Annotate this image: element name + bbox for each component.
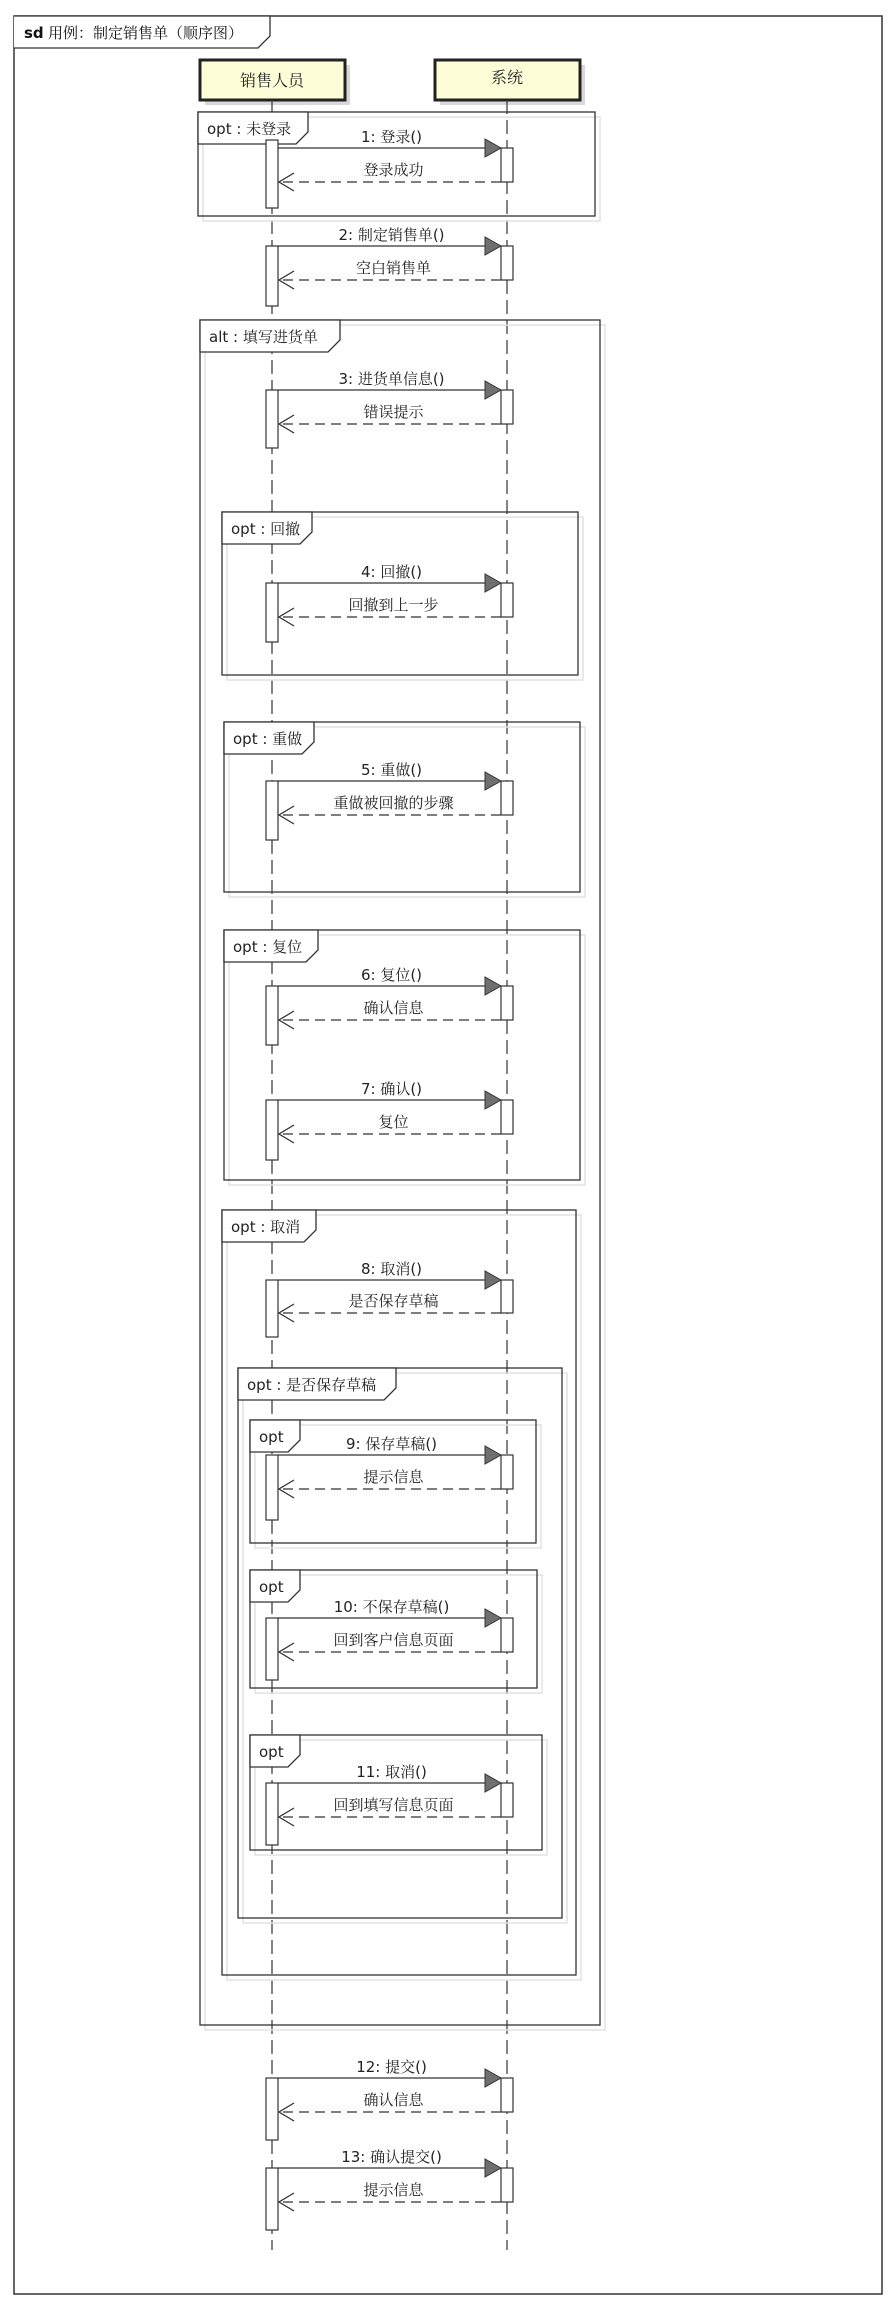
frame-label-f-reset: opt : 复位 <box>233 938 303 956</box>
call-label-9: 9: 保存草稿() <box>345 1435 438 1453</box>
reply-label-7: 复位 <box>378 1113 409 1131</box>
activation-seller-2 <box>266 246 278 306</box>
frame-label-f-opt11: opt <box>259 1743 284 1761</box>
lifeline-name-system: 系统 <box>490 68 524 87</box>
diagram-title: 用例：制定销售单（顺序图） <box>48 24 244 42</box>
reply-label-12: 确认信息 <box>363 2091 424 2109</box>
activation-system-6 <box>501 986 513 1020</box>
reply-label-5: 重做被回撤的步骤 <box>333 794 454 812</box>
call-label-1: 1: 登录() <box>360 128 423 146</box>
call-label-5: 5: 重做() <box>360 761 423 779</box>
activation-system-1 <box>501 148 513 182</box>
reply-label-3: 错误提示 <box>363 403 424 421</box>
call-label-11: 11: 取消() <box>356 1763 427 1781</box>
reply-label-2: 空白销售单 <box>355 259 432 277</box>
call-arrowhead-9 <box>485 1446 501 1464</box>
reply-label-11: 回到填写信息页面 <box>333 1796 454 1814</box>
reply-label-1: 登录成功 <box>363 161 424 179</box>
activation-system-5 <box>501 781 513 815</box>
frame-label-f-opt10: opt <box>259 1578 284 1596</box>
activation-system-7 <box>501 1100 513 1134</box>
activation-system-3 <box>501 390 513 424</box>
activation-seller-3 <box>266 390 278 448</box>
activation-system-11 <box>501 1783 513 1817</box>
reply-label-13: 提示信息 <box>363 2181 424 2199</box>
frame-label-f-redo: opt : 重做 <box>233 730 303 748</box>
activation-system-2 <box>501 246 513 280</box>
activation-seller-11 <box>266 1783 278 1845</box>
call-arrowhead-10 <box>485 1609 501 1627</box>
activation-seller-5 <box>266 781 278 840</box>
activation-seller-10 <box>266 1618 278 1680</box>
activation-system-10 <box>501 1618 513 1652</box>
call-label-13: 13: 确认提交() <box>341 2148 442 2166</box>
call-label-7: 7: 确认() <box>360 1080 423 1098</box>
activation-seller-1 <box>266 140 278 208</box>
activation-system-8 <box>501 1280 513 1313</box>
activation-system-13 <box>501 2168 513 2202</box>
activation-seller-6 <box>266 986 278 1045</box>
reply-label-10: 回到客户信息页面 <box>333 1631 454 1649</box>
call-label-6: 6: 复位() <box>360 966 423 984</box>
call-label-3: 3: 进货单信息() <box>338 370 445 388</box>
activation-seller-7 <box>266 1100 278 1160</box>
activation-seller-9 <box>266 1455 278 1520</box>
activation-seller-8 <box>266 1280 278 1337</box>
sd-frame <box>14 16 882 2294</box>
activation-system-9 <box>501 1455 513 1489</box>
call-arrowhead-1 <box>485 139 501 157</box>
call-label-4: 4: 回撤() <box>360 563 423 581</box>
activation-system-12 <box>501 2078 513 2112</box>
frame-label-f-undo: opt : 回撤 <box>231 520 301 538</box>
call-label-8: 8: 取消() <box>360 1260 423 1278</box>
sd-keyword: sd <box>24 24 44 42</box>
reply-label-9: 提示信息 <box>363 1468 424 1486</box>
frame-label-f-alt: alt : 填写进货单 <box>209 328 318 346</box>
call-label-12: 12: 提交() <box>356 2058 427 2076</box>
activation-seller-4 <box>266 583 278 642</box>
call-arrowhead-11 <box>485 1774 501 1792</box>
call-arrowhead-12 <box>485 2069 501 2087</box>
call-arrowhead-8 <box>485 1271 501 1289</box>
call-arrowhead-3 <box>485 381 501 399</box>
frame-label-f-login: opt : 未登录 <box>207 120 292 138</box>
frame-label-f-savedraft: opt : 是否保存草稿 <box>247 1376 377 1394</box>
call-arrowhead-5 <box>485 772 501 790</box>
activation-seller-13 <box>266 2168 278 2230</box>
call-label-10: 10: 不保存草稿() <box>333 1598 450 1616</box>
lifeline-name-seller: 销售人员 <box>239 71 305 90</box>
frame-label-f-opt9: opt <box>259 1428 284 1446</box>
reply-label-6: 确认信息 <box>363 999 424 1017</box>
activation-system-4 <box>501 583 513 617</box>
call-label-2: 2: 制定销售单() <box>338 226 445 244</box>
call-arrowhead-2 <box>485 237 501 255</box>
call-arrowhead-7 <box>485 1091 501 1109</box>
frames-layer <box>198 112 605 2030</box>
reply-label-4: 回撤到上一步 <box>348 596 439 614</box>
frame-label-f-cancel: opt : 取消 <box>231 1218 301 1236</box>
call-arrowhead-13 <box>485 2159 501 2177</box>
call-arrowhead-6 <box>485 977 501 995</box>
reply-label-8: 是否保存草稿 <box>348 1292 439 1310</box>
messages-layer <box>278 128 501 2211</box>
call-arrowhead-4 <box>485 574 501 592</box>
activation-seller-12 <box>266 2078 278 2140</box>
